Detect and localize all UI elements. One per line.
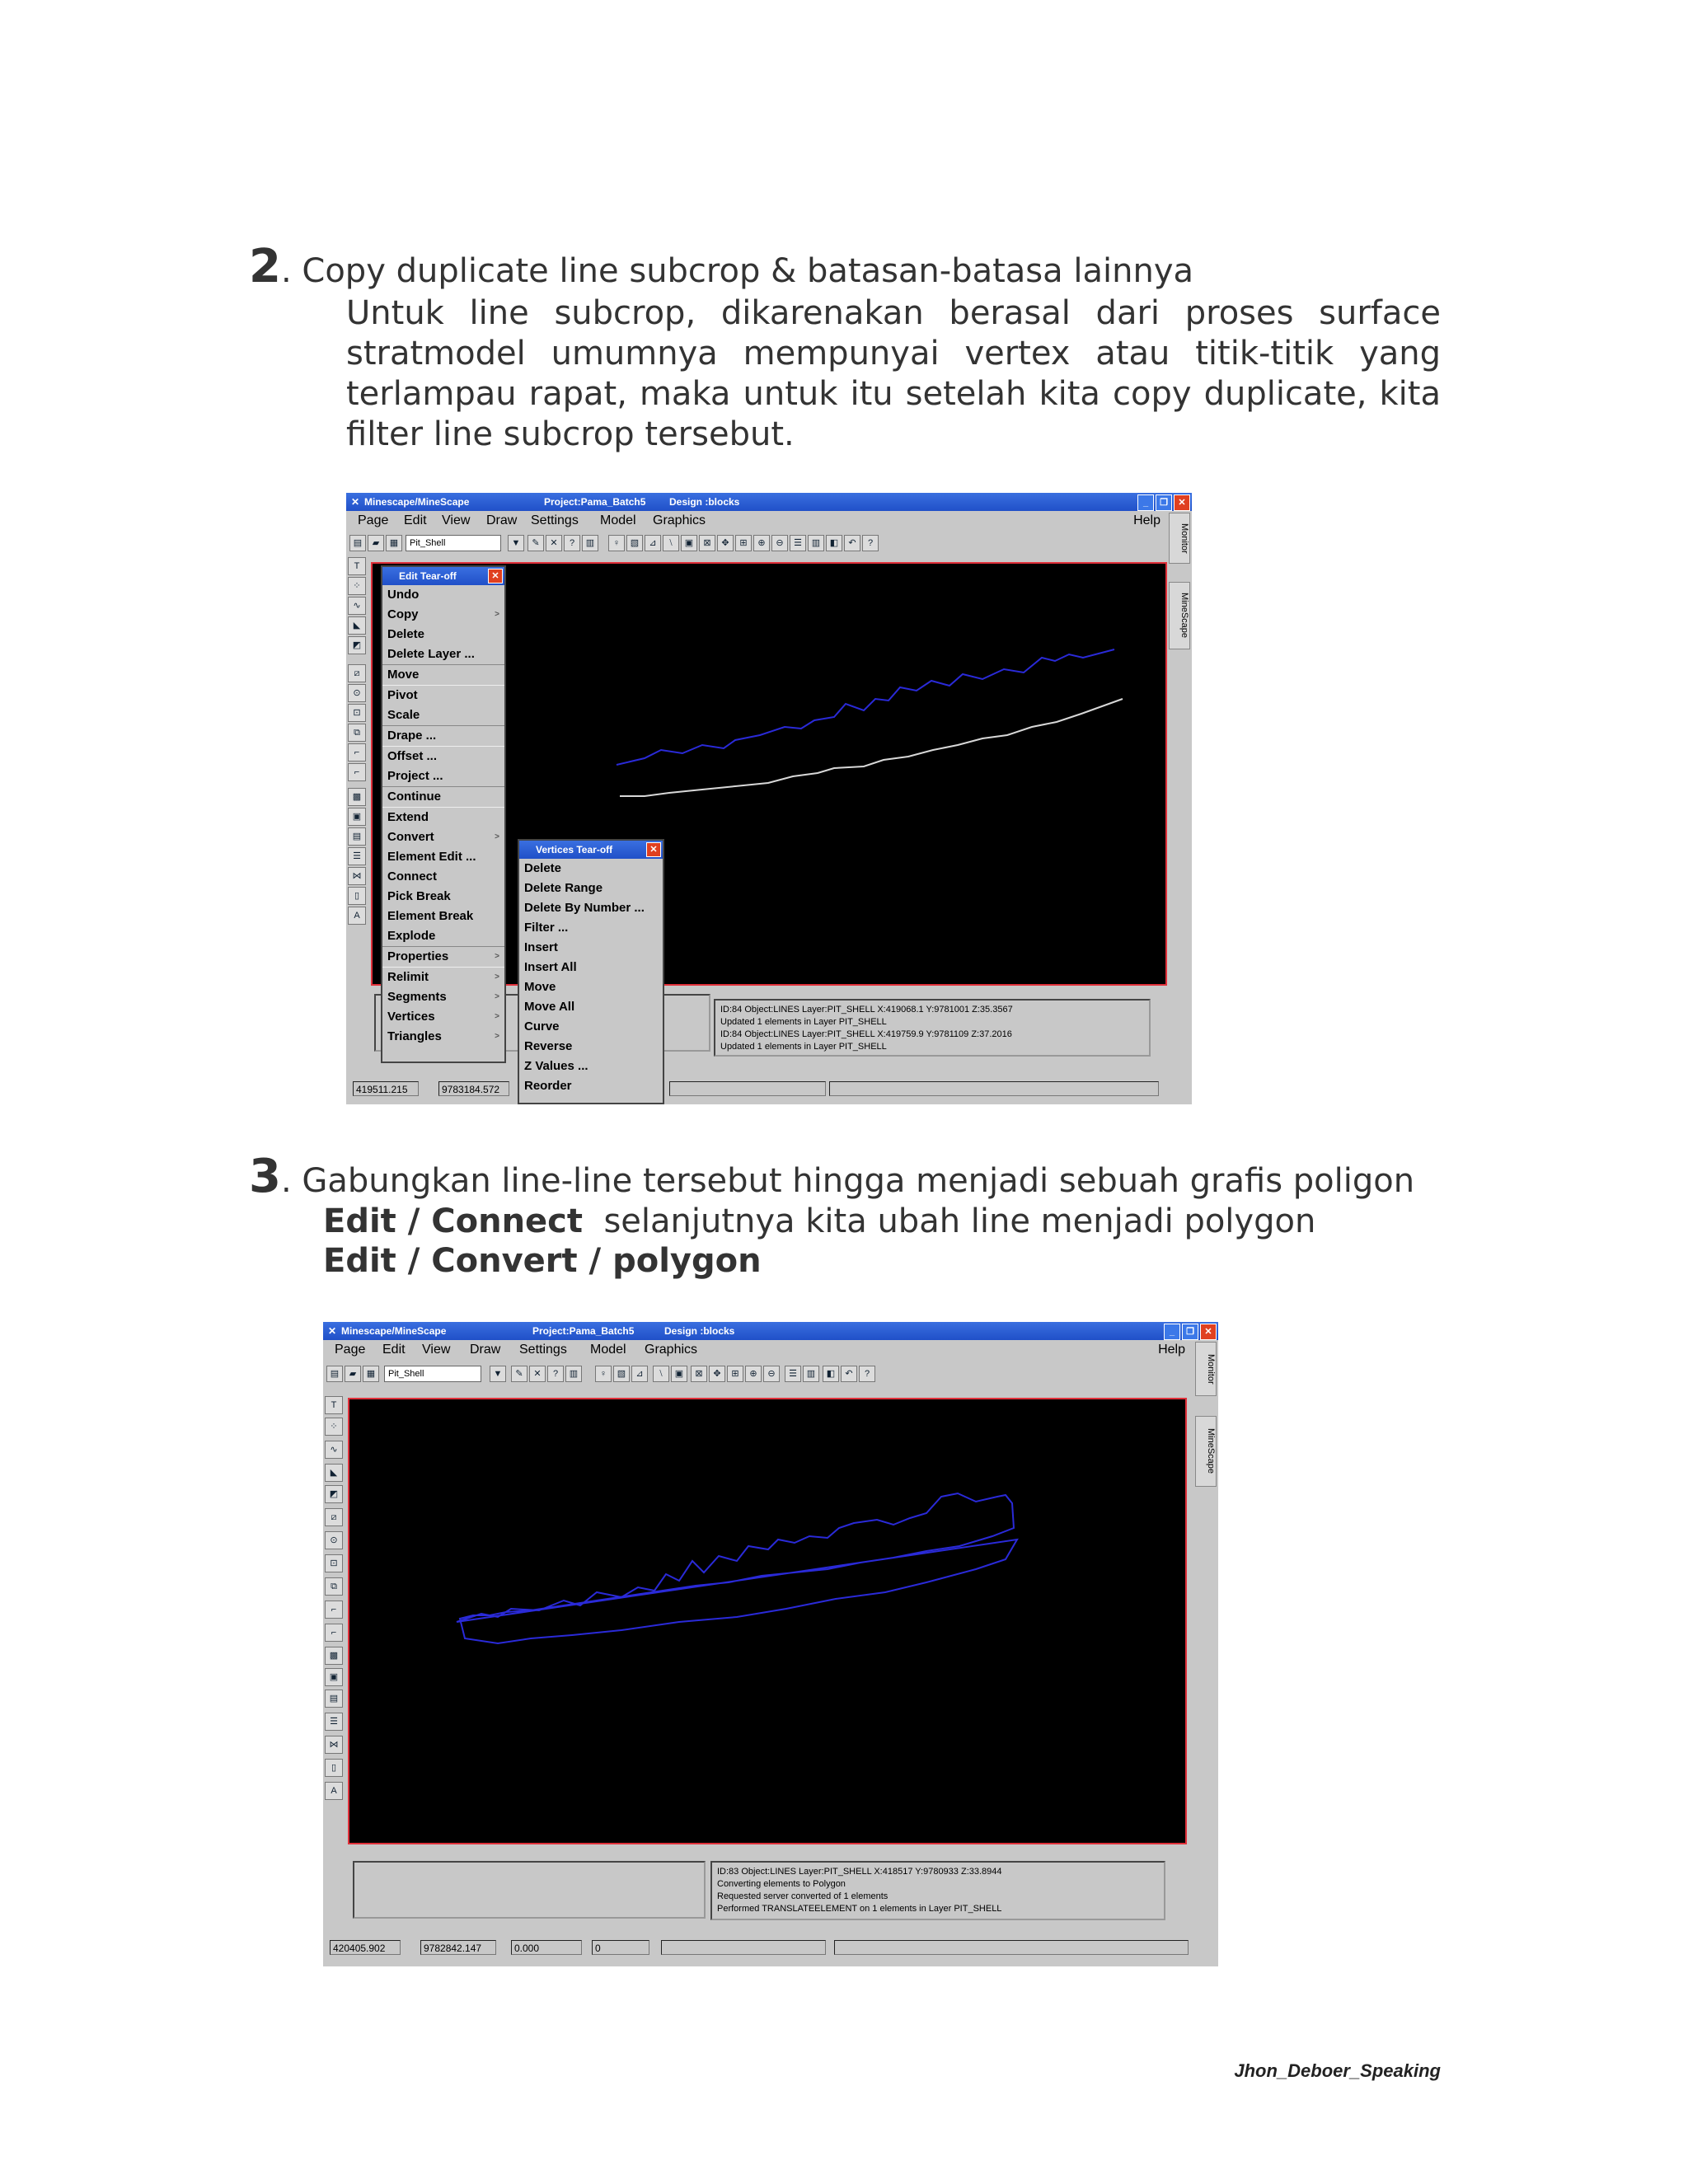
corner-tool-icon[interactable]: ⌐ (325, 1601, 343, 1619)
status-y: 9782842.147 (420, 1940, 496, 1955)
polygon-tool-icon[interactable]: ◣ (348, 616, 366, 635)
menu-item-label: Relimit (387, 970, 429, 984)
vertices-menu-item[interactable]: Insert All (524, 960, 577, 974)
status-count: 0 (592, 1940, 649, 1955)
print-icon[interactable]: ▣ (681, 535, 697, 551)
edit-menu-item[interactable] (382, 705, 504, 725)
font-tool-icon[interactable]: A (348, 907, 366, 925)
screenshot-window-1 (346, 493, 1192, 1104)
marker-tool-icon[interactable]: ⊙ (348, 684, 366, 702)
network-tool-icon[interactable]: ⋈ (325, 1736, 343, 1754)
step-title: . Gabungkan line-line tersebut hingga menjadi sebuah grafis poligon (280, 1162, 1415, 1200)
query-icon[interactable]: ? (547, 1366, 564, 1382)
title-bar (346, 493, 1192, 511)
restore-button[interactable]: ❐ (1156, 494, 1172, 511)
menu-path: Edit / Connect (323, 1202, 583, 1240)
menu-item-label: Connect (387, 869, 437, 883)
left-message-panel (353, 1861, 706, 1919)
message-log (710, 1861, 1165, 1920)
edit-menu-item[interactable] (382, 808, 504, 827)
help-icon[interactable]: ? (862, 535, 879, 551)
bulb-icon[interactable]: ♀ (608, 535, 625, 551)
slash-icon[interactable]: ⧵ (663, 535, 679, 551)
dropdown-arrow-icon[interactable]: ▼ (490, 1366, 506, 1382)
line-tool-icon[interactable]: ∿ (348, 597, 366, 615)
message-line: ID:84 Object:LINES Layer:PIT_SHELL X:419068.1 Y:9781001 Z:35.3567 (720, 1005, 1013, 1015)
menu-item-label: Properties (387, 949, 449, 963)
menu-item-label: Pivot (387, 688, 418, 702)
step-title: . Copy duplicate line subcrop & batasan-batasa lainnya (280, 252, 1193, 290)
menu-item-label: Element Break (387, 909, 474, 923)
menu-item-label: Delete Layer ... (387, 647, 475, 661)
corner2-tool-icon[interactable]: ⌐ (348, 763, 366, 781)
menu-item-label: Delete (387, 627, 425, 641)
menu-model[interactable]: Model (600, 513, 636, 527)
list-tool-icon[interactable]: ☰ (325, 1713, 343, 1731)
pencil-icon[interactable]: ✎ (528, 535, 544, 551)
toolbar (346, 532, 1169, 554)
edit-tearoff-title (382, 567, 504, 585)
open-icon[interactable]: ▤ (349, 535, 366, 551)
pencil-icon[interactable]: ✎ (511, 1366, 528, 1382)
status-field (829, 1081, 1159, 1096)
submenu-arrow-icon: > (495, 992, 499, 1001)
menu-help[interactable]: Help (1158, 1343, 1185, 1357)
help-icon[interactable]: ? (859, 1366, 875, 1382)
menu-item-label: Vertices (387, 1010, 435, 1024)
edit-menu-item[interactable] (382, 887, 504, 907)
box-tool-icon[interactable]: ⊡ (348, 704, 366, 722)
zoom-in-icon[interactable]: ⊕ (753, 535, 770, 551)
menu-settings[interactable]: Settings (519, 1343, 567, 1357)
app-title: Minescape/MineScape (341, 1325, 447, 1337)
copy-tool-icon[interactable]: ⧉ (325, 1577, 343, 1596)
vertices-menu-items (519, 859, 663, 1096)
design-label: Design :blocks (664, 1325, 735, 1337)
zoom-out-icon[interactable]: ⊖ (763, 1366, 780, 1382)
query-icon[interactable]: ? (564, 535, 580, 551)
message-line: ID:84 Object:LINES Layer:PIT_SHELL X:419759.9 Y:9781109 Z:37.2016 (720, 1029, 1012, 1039)
network-tool-icon[interactable]: ⋈ (348, 867, 366, 885)
pit-polygon (457, 1493, 1017, 1643)
status-x: 420405.902 (330, 1940, 401, 1955)
open-icon[interactable]: ▤ (326, 1366, 343, 1382)
list-tool-icon[interactable]: ☰ (348, 847, 366, 865)
message-line: Updated 1 elements in Layer PIT_SHELL (720, 1042, 887, 1052)
vertices-menu-item[interactable]: Delete (524, 861, 562, 875)
instruction-text: selanjutnya kita ubah line menjadi polygon (603, 1202, 1316, 1240)
layer-icon[interactable]: ▦ (363, 1366, 379, 1382)
canvas-polygon (349, 1399, 1185, 1843)
menu-item-label: Explode (387, 929, 436, 943)
message-line: Converting elements to Polygon (717, 1879, 846, 1889)
message-line: Performed TRANSLATEELEMENT on 1 elements in Layer PIT_SHELL (717, 1904, 1002, 1914)
vertices-menu-item[interactable]: Z Values ... (524, 1059, 588, 1073)
vertices-menu-item[interactable]: Insert (524, 940, 558, 954)
x-box-icon[interactable]: ⊠ (699, 535, 715, 551)
text-tool-icon[interactable]: T (325, 1396, 343, 1414)
layer-icon[interactable]: ▦ (386, 535, 402, 551)
folder-icon[interactable]: ▰ (345, 1366, 361, 1382)
fit-icon[interactable]: ⊞ (735, 535, 752, 551)
doc-tool-icon[interactable]: ▯ (325, 1759, 343, 1777)
menu-item-label: Drape ... (387, 729, 437, 743)
bulb-icon[interactable]: ♀ (595, 1366, 612, 1382)
menu-help[interactable]: Help (1133, 513, 1160, 527)
menu-edit[interactable]: Edit (404, 513, 427, 527)
close-button[interactable]: ✕ (1174, 494, 1190, 511)
restore-button[interactable]: ❐ (1182, 1324, 1198, 1340)
edit-menu-item[interactable] (382, 766, 504, 786)
submenu-arrow-icon: > (495, 610, 499, 619)
vertices-menu-item[interactable]: Move All (524, 1000, 575, 1014)
points-tool-icon[interactable]: ⁘ (325, 1418, 343, 1436)
submenu-arrow-icon: > (495, 832, 499, 841)
cross-icon[interactable]: ✕ (529, 1366, 546, 1382)
menu-item-label: Undo (387, 588, 420, 602)
edit-menu-item[interactable] (382, 847, 504, 867)
polygon-tool-icon[interactable]: ◣ (325, 1464, 343, 1482)
vertices-tearoff-menu (518, 839, 664, 1104)
edit-menu-item[interactable] (382, 907, 504, 926)
edit-menu-item[interactable] (382, 867, 504, 887)
step-number: 2 (249, 240, 281, 293)
drawing-canvas[interactable] (348, 1398, 1187, 1844)
split-icon[interactable]: ◧ (823, 1366, 839, 1382)
corner2-tool-icon[interactable]: ⌐ (325, 1624, 343, 1642)
layer-combo[interactable]: Pit_Shell (406, 535, 501, 551)
edit-menu-item[interactable] (382, 1007, 504, 1027)
vertices-menu-item[interactable]: Delete Range (524, 881, 603, 895)
corner-tool-icon[interactable]: ⌐ (348, 743, 366, 762)
status-x: 419511.215 (353, 1081, 419, 1096)
pan-icon[interactable]: ✥ (717, 535, 734, 551)
menu-item-label: Extend (387, 810, 429, 824)
edit-menu-item[interactable] (382, 946, 504, 968)
text-tool-icon[interactable]: T (348, 557, 366, 575)
step-number: 3 (249, 1150, 281, 1203)
menu-model[interactable]: Model (590, 1343, 626, 1357)
app-title: Minescape/MineScape (364, 496, 470, 508)
subcrop-line-blue (617, 649, 1114, 765)
menu-path: Edit / Convert / polygon (323, 1242, 762, 1280)
grid-icon[interactable]: ▥ (565, 1366, 582, 1382)
menu-page[interactable]: Page (335, 1343, 366, 1357)
menu-item-label: Triangles (387, 1029, 442, 1043)
grid-icon[interactable]: ▥ (582, 535, 598, 551)
design-label: Design :blocks (669, 496, 740, 508)
status-field (661, 1940, 826, 1955)
cross-icon[interactable]: ✕ (546, 535, 562, 551)
font-tool-icon[interactable]: A (325, 1782, 343, 1800)
submenu-arrow-icon: > (495, 952, 499, 961)
title-bar (323, 1322, 1218, 1340)
layer-combo[interactable]: Pit_Shell (384, 1366, 481, 1382)
square-tool-icon[interactable]: ▣ (325, 1668, 343, 1686)
tab-minescape[interactable]: MineScape (1195, 1416, 1217, 1487)
menu-view[interactable]: View (422, 1343, 451, 1357)
zoom-out-icon[interactable]: ⊖ (771, 535, 788, 551)
footer-signature: Jhon_Deboer_Speaking (1234, 2060, 1441, 2081)
menu-item-label: Convert (387, 830, 434, 844)
copy-tool-icon[interactable]: ⧉ (348, 724, 366, 742)
edit-menu-item[interactable] (382, 987, 504, 1007)
close-button[interactable]: ✕ (1200, 1324, 1217, 1340)
measure-icon[interactable]: ⊿ (645, 535, 661, 551)
submenu-arrow-icon: > (495, 1032, 499, 1041)
message-line: Updated 1 elements in Layer PIT_SHELL (720, 1017, 887, 1027)
edit-menu-item[interactable] (382, 1027, 504, 1047)
edit-menu-item[interactable] (382, 786, 504, 808)
step-3-line-2 (323, 1241, 1477, 1282)
x-box-icon[interactable]: ⊠ (691, 1366, 707, 1382)
surface-tool-icon[interactable]: ◩ (325, 1485, 343, 1503)
split-icon[interactable]: ◧ (826, 535, 842, 551)
vertices-menu-item[interactable]: Filter ... (524, 921, 569, 935)
edit-tool-icon[interactable]: ⧄ (348, 664, 366, 682)
screenshot-window-2 (323, 1322, 1218, 1966)
submenu-arrow-icon: > (495, 972, 499, 982)
edit-menu-item[interactable] (382, 625, 504, 644)
edit-tool-icon[interactable]: ⧄ (325, 1508, 343, 1526)
marker-tool-icon[interactable]: ⊙ (325, 1531, 343, 1549)
menu-item-label: Pick Break (387, 889, 451, 903)
surface-tool-icon[interactable]: ◩ (348, 636, 366, 654)
edit-tearoff-label: Edit Tear-off (399, 570, 457, 582)
edit-menu-item[interactable] (382, 827, 504, 847)
app-icon: ✕ (328, 1325, 337, 1337)
square-tool-icon[interactable]: ▣ (348, 808, 366, 826)
edit-menu-item[interactable] (382, 926, 504, 946)
edit-menu-items (382, 585, 504, 1047)
edit-menu-item[interactable] (382, 585, 504, 605)
points-tool-icon[interactable]: ⁘ (348, 577, 366, 595)
close-icon[interactable]: ✕ (646, 842, 661, 857)
edit-menu-item[interactable] (382, 605, 504, 625)
menu-item-label: Segments (387, 990, 447, 1004)
chart-tool-icon[interactable]: ▤ (348, 827, 366, 846)
pan-icon[interactable]: ✥ (709, 1366, 725, 1382)
rows-icon[interactable]: ☰ (785, 1366, 801, 1382)
undo-icon[interactable]: ↶ (841, 1366, 857, 1382)
menu-draw[interactable]: Draw (470, 1343, 501, 1357)
box-tool-icon[interactable]: ⊡ (325, 1554, 343, 1572)
table-tool-icon[interactable]: ▩ (325, 1647, 343, 1665)
app-icon: ✕ (351, 496, 360, 508)
table-tool-icon[interactable]: ▩ (348, 788, 366, 806)
message-line: Requested server converted of 1 elements (717, 1891, 889, 1901)
line-tool-icon[interactable]: ∿ (325, 1441, 343, 1459)
project-label: Project:Pama_Batch5 (544, 496, 646, 508)
edit-menu-item[interactable] (382, 686, 504, 705)
edit-menu-item[interactable] (382, 747, 504, 766)
zoom-in-icon[interactable]: ⊕ (745, 1366, 762, 1382)
measure-icon[interactable]: ⊿ (631, 1366, 648, 1382)
print-icon[interactable]: ▣ (671, 1366, 687, 1382)
rows-icon[interactable]: ☰ (790, 535, 806, 551)
menu-item-label: Element Edit ... (387, 850, 476, 864)
chart-tool-icon[interactable]: ▤ (325, 1690, 343, 1708)
vertices-tearoff-label: Vertices Tear-off (536, 844, 613, 855)
menu-edit[interactable]: Edit (382, 1343, 406, 1357)
step-2-paragraph: Untuk line subcrop, dikarenakan berasal dari proses surface stratmodel umumnya mempunyai vertex atau titik-titik yang terlampau rapat, maka untuk itu setelah kita copy duplicate, kita filter line subcrop tersebut. (346, 294, 1441, 453)
menu-bar (323, 1340, 1195, 1360)
menu-bar (346, 511, 1169, 531)
menu-view[interactable]: View (442, 513, 471, 527)
slash-icon[interactable]: ⧵ (653, 1366, 669, 1382)
tab-monitor[interactable]: Monitor (1169, 513, 1190, 564)
status-z: 0.000 (511, 1940, 582, 1955)
edit-menu-item[interactable] (382, 664, 504, 686)
minimize-button[interactable]: _ (1137, 494, 1154, 511)
vertices-menu-item[interactable]: Reverse (524, 1039, 573, 1053)
status-bar (346, 1080, 1192, 1098)
vertices-menu-item[interactable]: Move (524, 980, 556, 994)
tab-monitor[interactable]: Monitor (1195, 1342, 1217, 1396)
minimize-button[interactable]: _ (1164, 1324, 1180, 1340)
vertices-tearoff-title (519, 841, 663, 859)
menu-item-label: Scale (387, 708, 420, 722)
columns-icon[interactable]: ▥ (808, 535, 824, 551)
close-icon[interactable]: ✕ (488, 569, 503, 583)
status-field (669, 1081, 826, 1096)
menu-item-label: Project ... (387, 769, 443, 783)
dropdown-arrow-icon[interactable]: ▼ (508, 535, 524, 551)
doc-tool-icon[interactable]: ▯ (348, 887, 366, 905)
vertices-menu-item[interactable]: Curve (524, 1019, 560, 1033)
vertices-menu-item[interactable]: Reorder (524, 1079, 572, 1093)
status-y: 9783184.572 (438, 1081, 509, 1096)
menu-item-label: Copy (387, 607, 419, 621)
columns-icon[interactable]: ▥ (803, 1366, 819, 1382)
edit-menu-item[interactable] (382, 725, 504, 747)
folder-icon[interactable]: ▰ (368, 535, 384, 551)
edit-menu-item[interactable] (382, 968, 504, 987)
step-2-heading (249, 240, 1193, 293)
fit-icon[interactable]: ⊞ (727, 1366, 743, 1382)
image-icon[interactable]: ▧ (613, 1366, 630, 1382)
message-log (714, 999, 1151, 1057)
menu-page[interactable]: Page (358, 513, 389, 527)
edit-menu-item[interactable] (382, 644, 504, 664)
submenu-arrow-icon: > (495, 1012, 499, 1021)
edit-tearoff-menu (381, 565, 506, 1063)
image-icon[interactable]: ▧ (626, 535, 643, 551)
menu-item-label: Offset ... (387, 749, 438, 763)
project-label: Project:Pama_Batch5 (532, 1325, 635, 1337)
menu-draw[interactable]: Draw (486, 513, 518, 527)
status-field (834, 1940, 1189, 1955)
step-3-heading (249, 1150, 1415, 1203)
tab-minescape[interactable]: MineScape (1169, 582, 1190, 649)
menu-graphics[interactable]: Graphics (645, 1343, 698, 1357)
menu-settings[interactable]: Settings (531, 513, 579, 527)
menu-graphics[interactable]: Graphics (653, 513, 706, 527)
step-3-line-1 (323, 1202, 1477, 1242)
toolbar (323, 1363, 1195, 1385)
status-bar (323, 1938, 1218, 1957)
undo-icon[interactable]: ↶ (844, 535, 860, 551)
vertices-menu-item[interactable]: Delete By Number ... (524, 901, 645, 915)
menu-item-label: Continue (387, 790, 441, 804)
message-line: ID:83 Object:LINES Layer:PIT_SHELL X:418517 Y:9780933 Z:33.8944 (717, 1867, 1002, 1877)
menu-item-label: Move (387, 668, 420, 682)
